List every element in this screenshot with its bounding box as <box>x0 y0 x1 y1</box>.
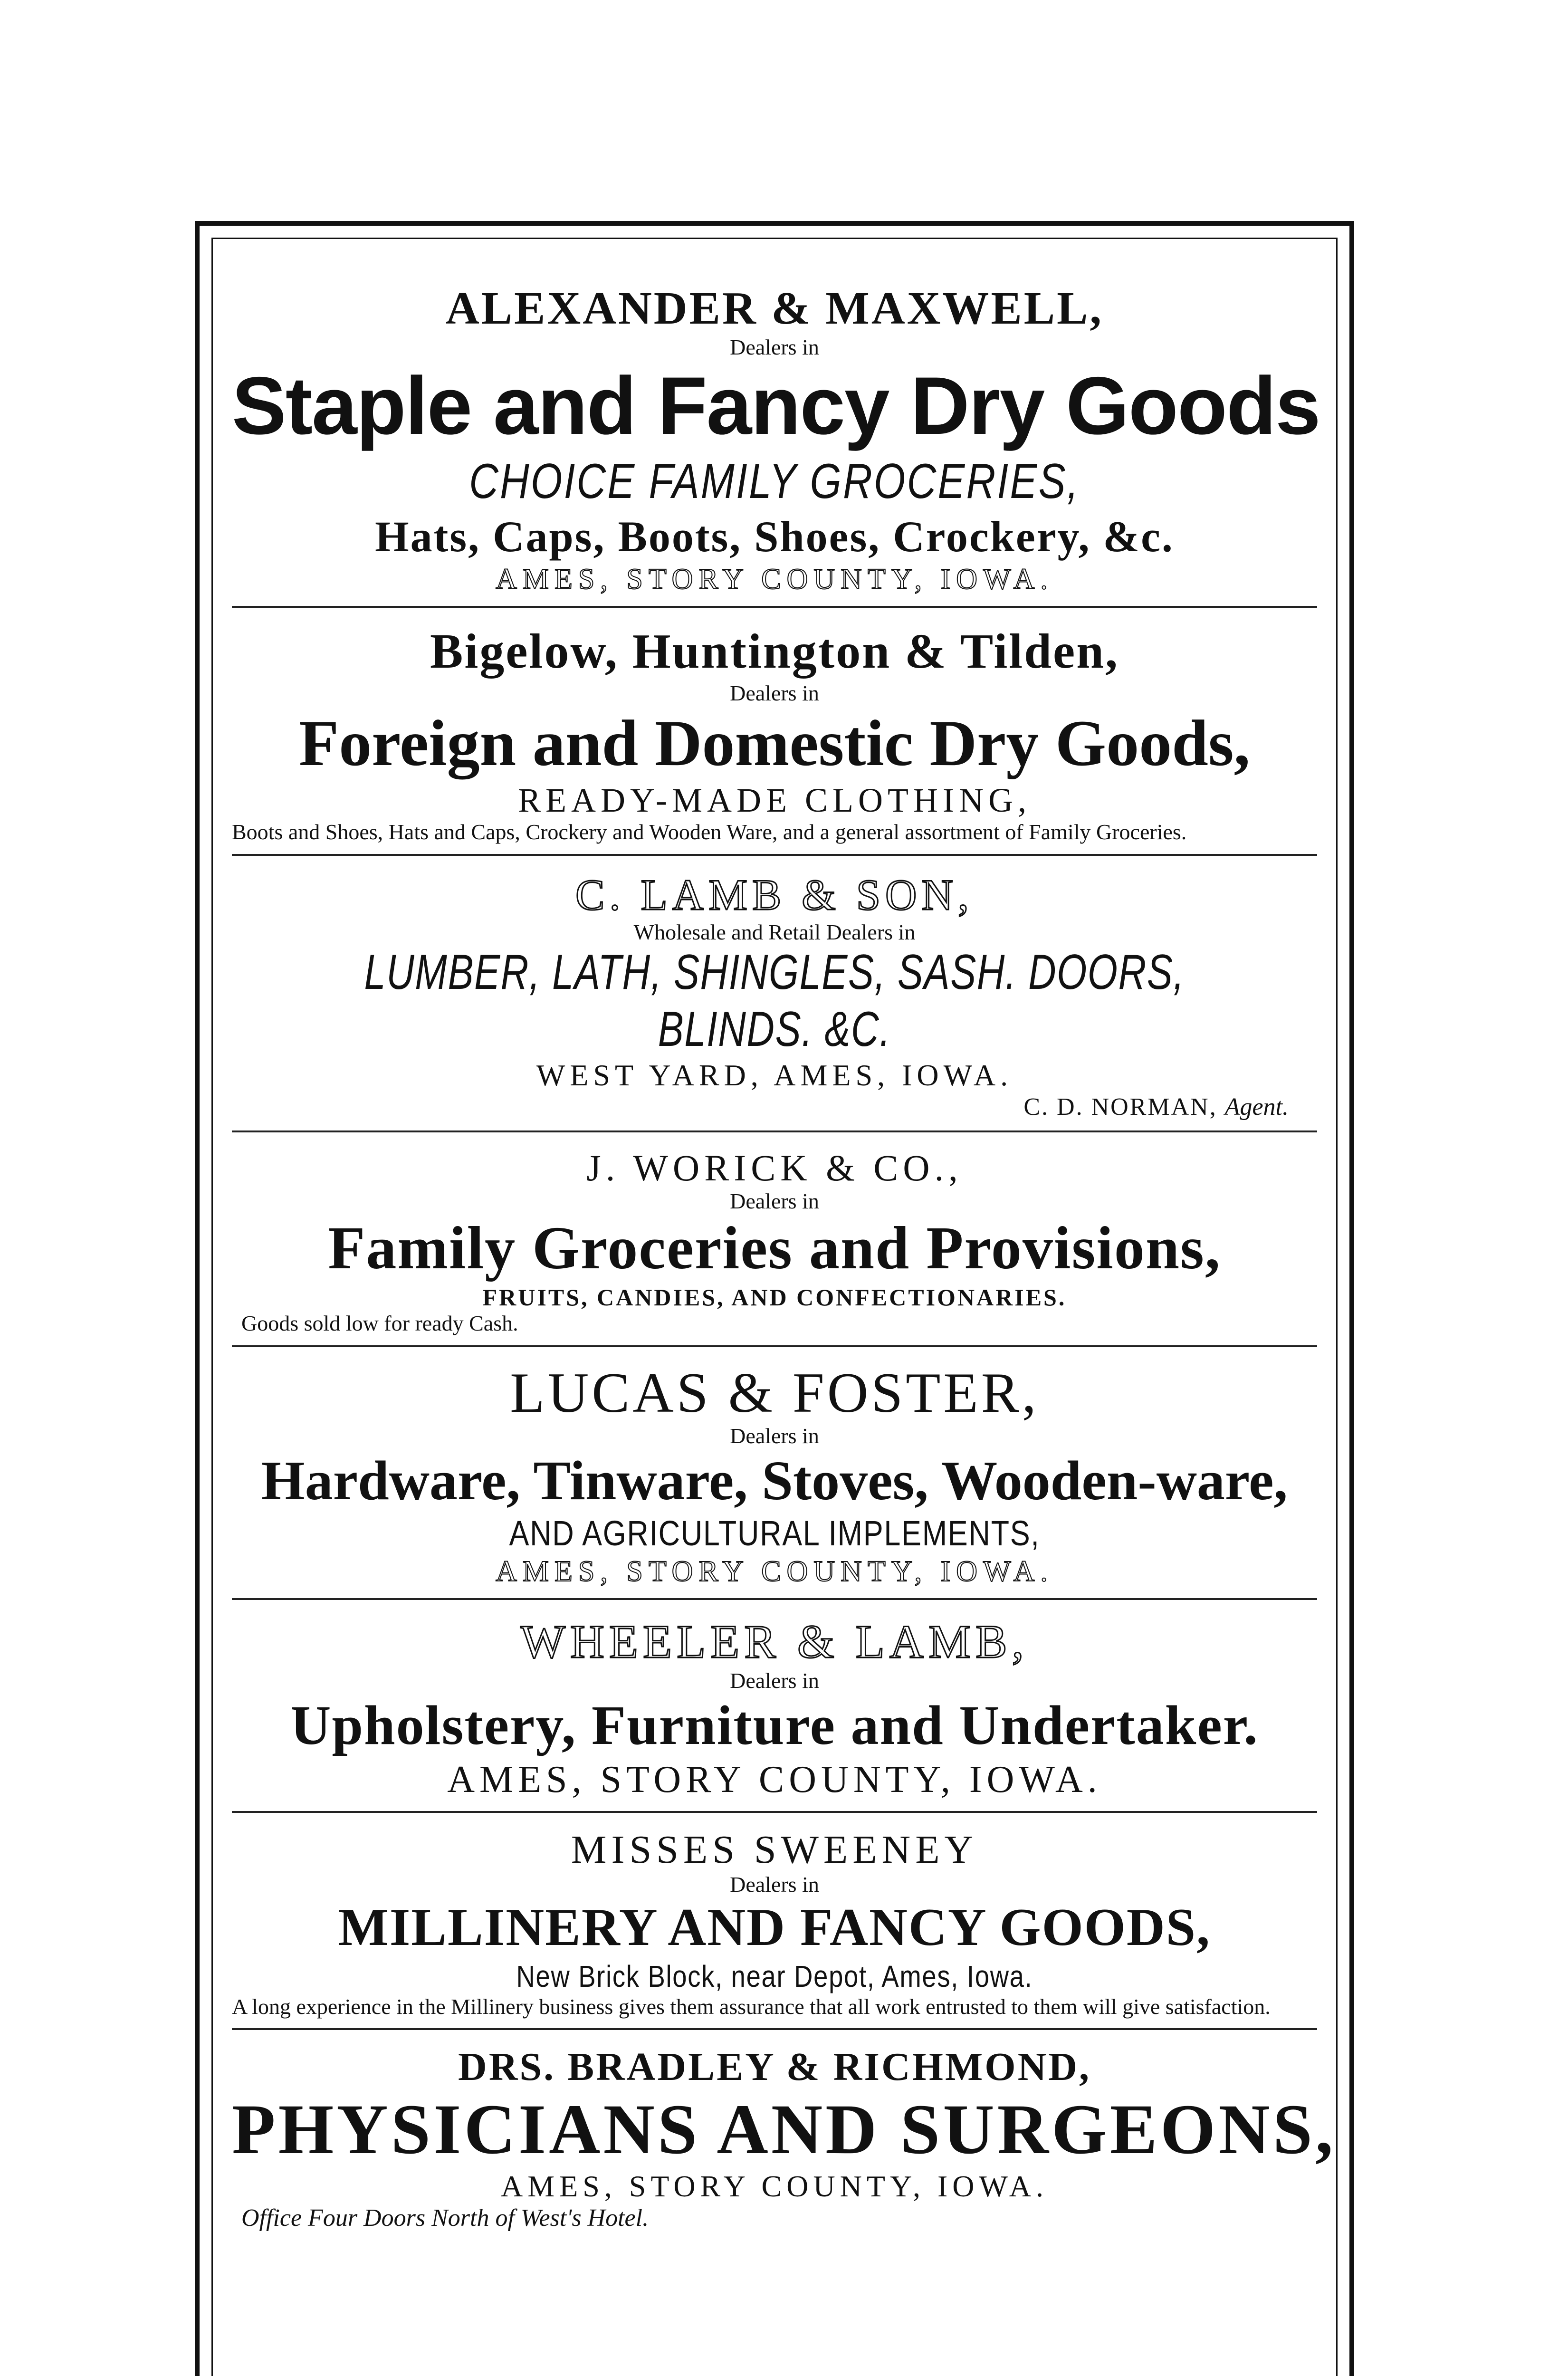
headline: Foreign and Domestic Dry Goods, <box>298 706 1251 779</box>
note: Office Four Doors North of West's Hotel. <box>241 2204 649 2232</box>
divider <box>232 606 1317 608</box>
divider <box>232 1345 1317 1347</box>
subline: New Brick Block, near Depot, Ames, Iowa. <box>516 1959 1033 1993</box>
ad-j-worick-co <box>232 1147 1317 1336</box>
headline: LUMBER, LATH, SHINGLES, SASH. DOORS, BLINDS. &C. <box>364 945 1185 1057</box>
firm-name: WHEELER & LAMB, <box>520 1615 1029 1668</box>
headline: Staple and Fancy Dry Goods <box>232 360 1320 452</box>
dealers-label: Wholesale and Retail Dealers in <box>633 920 916 944</box>
headline: Family Groceries and Provisions, <box>328 1214 1221 1282</box>
firm-name: J. WORICK & CO., <box>586 1147 963 1188</box>
subline: CHOICE FAMILY GROCERIES, <box>469 454 1080 509</box>
headline: PHYSICIANS AND SURGEONS, <box>232 2089 1336 2169</box>
divider <box>232 2028 1317 2030</box>
description-paragraph: A long experience in the Millinery business gives them assurance that all work entrusted to them will give satisfaction. <box>232 1994 1271 2019</box>
location-line: AMES, STORY COUNTY, IOWA. <box>496 563 1053 596</box>
firm-name: MISSES SWEENEY <box>571 1827 978 1872</box>
subline: FRUITS, CANDIES, AND CONFECTIONARIES. <box>482 1284 1067 1311</box>
ad-alexander-maxwell <box>232 282 1320 596</box>
headline: MILLINERY AND FANCY GOODS, <box>338 1897 1211 1957</box>
divider <box>232 1811 1317 1813</box>
ad-c-lamb-son <box>232 870 1317 1121</box>
description-paragraph: Boots and Shoes, Hats and Caps, Crockery and Wooden Ware, and a general assortment of Family Groceries. <box>232 820 1187 844</box>
dealers-label: Dealers in <box>730 1872 819 1897</box>
location-line: WEST YARD, AMES, IOWA. <box>536 1058 1013 1092</box>
ad-lucas-foster <box>232 1361 1317 1589</box>
ad-bradley-richmond <box>232 2044 1336 2233</box>
dealers-label: Dealers in <box>730 1668 819 1693</box>
dealers-label: Dealers in <box>730 335 819 359</box>
ad-wheeler-lamb <box>232 1614 1317 1801</box>
agent-line <box>232 1093 1317 1121</box>
dealers-label: Dealers in <box>730 681 819 706</box>
firm-name: ALEXANDER & MAXWELL, <box>445 283 1103 334</box>
agent-name: C. D. NORMAN, <box>1023 1093 1217 1121</box>
firm-name: LUCAS & FOSTER, <box>510 1361 1039 1425</box>
subline: AND AGRICULTURAL IMPLEMENTS, <box>509 1514 1040 1553</box>
divider <box>232 1131 1317 1132</box>
dealers-label: Dealers in <box>730 1188 819 1213</box>
divider <box>232 1598 1317 1600</box>
firm-name: Bigelow, Huntington & Tilden, <box>430 624 1119 679</box>
location-line: AMES, STORY COUNTY, IOWA. <box>500 2169 1049 2203</box>
note: Goods sold low for ready Cash. <box>241 1311 518 1336</box>
items-line: Hats, Caps, Boots, Shoes, Crockery, &c. <box>375 512 1174 561</box>
firm-name: DRS. BRADLEY & RICHMOND, <box>458 2045 1091 2089</box>
agent-title: Agent. <box>1224 1093 1289 1121</box>
location-line: AMES, STORY COUNTY, IOWA. <box>496 1555 1053 1588</box>
headline: Upholstery, Furniture and Undertaker. <box>290 1694 1259 1757</box>
divider <box>232 854 1317 856</box>
dealers-label: Dealers in <box>730 1424 819 1448</box>
ad-bigelow-huntington-tilden <box>232 622 1317 844</box>
firm-name: C. LAMB & SON, <box>575 870 974 919</box>
advertisement-column <box>211 238 1338 2376</box>
ad-misses-sweeney <box>232 1827 1317 2019</box>
subline: READY-MADE CLOTHING, <box>518 781 1031 820</box>
location-line: AMES, STORY COUNTY, IOWA. <box>447 1758 1102 1801</box>
headline: Hardware, Tinware, Stoves, Wooden-ware, <box>261 1449 1288 1512</box>
advertisement-page-frame <box>195 221 1354 2376</box>
